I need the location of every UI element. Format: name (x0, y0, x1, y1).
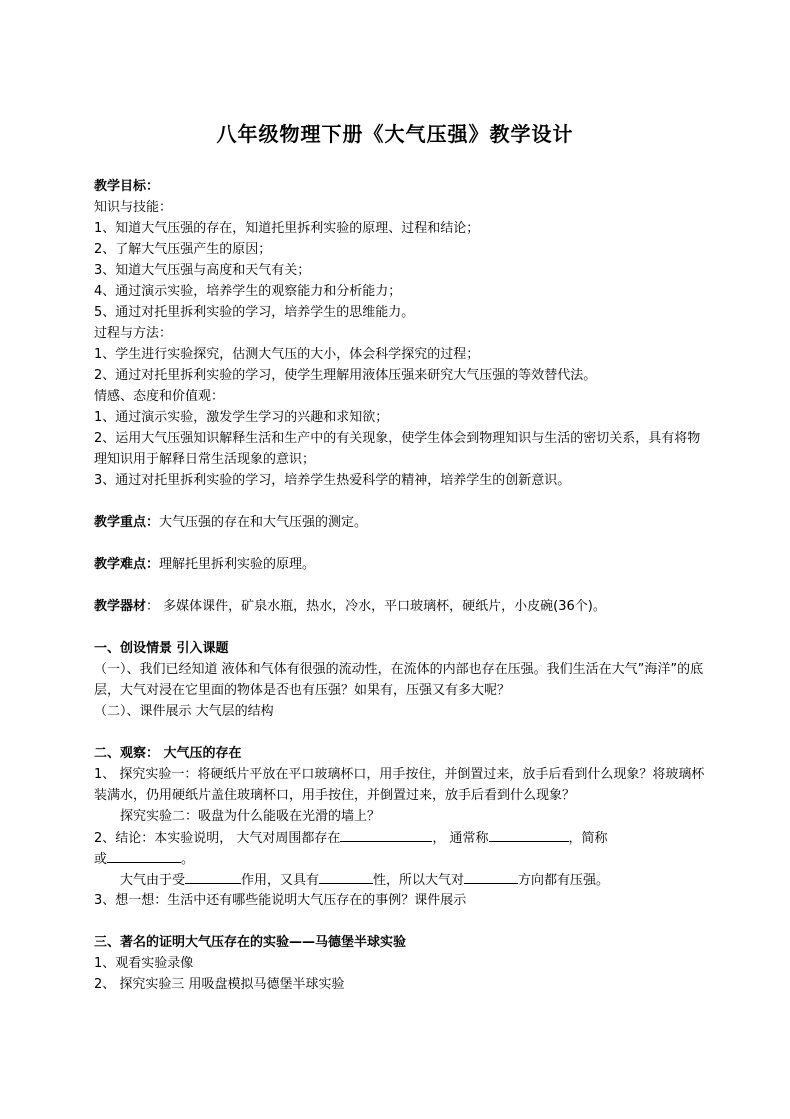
section3-item: 2、 探究实验三 用吸盘模拟马德堡半球实验 (94, 977, 345, 992)
conclusion-text: 。 (181, 852, 195, 867)
equipment-label: 教学器材 (94, 599, 147, 614)
reason-text: 方向都有压强。 (518, 873, 610, 888)
emotion-item: 1、通过演示实验，激发学生学习的兴趣和求知欲； (94, 410, 389, 425)
spacer (94, 491, 706, 512)
experiment-two: 探究实验二：吸盘为什么能吸在光滑的墙上？ (120, 809, 381, 824)
document-title: 八年级物理下册《大气压强》教学设计 (216, 122, 574, 146)
emotion-item: 2、运用大气压强知识解释生活和生产中的有关现象，使学生体会到物理知识与生活的密切关系，具有将物理知识用于解释日常生活现象的意识； (94, 431, 701, 467)
emotion-heading: 情感、态度和价值观： (94, 389, 225, 404)
fill-blank[interactable] (319, 869, 373, 884)
difficulty (94, 554, 706, 575)
reason-text: 大气由于受 (120, 873, 186, 888)
conclusion-text: ，简称 (568, 831, 608, 846)
spacer (94, 722, 706, 743)
equipment-text: ： 多媒体课件，矿泉水瓶，热水，冷水，平口玻璃杯，硬纸片，小皮碗(36个)。 (146, 599, 606, 614)
difficulty-text: 理解托里拆利实验的原理。 (159, 557, 316, 572)
process-item: 2、通过对托里拆利实验的学习，使学生理解用液体压强来研究大气压强的等效替代法。 (94, 368, 597, 383)
spacer (94, 575, 706, 596)
section1-heading: 一、创设情景 引入课题 (94, 641, 229, 656)
conclusion-line (94, 827, 706, 848)
section3-item: 1、观看实验录像 (94, 956, 194, 971)
difficulty-label: 教学难点： (94, 557, 160, 572)
knowledge-heading: 知识与技能： (94, 200, 173, 215)
objectives-heading: 教学目标： (94, 179, 160, 194)
spacer (94, 533, 706, 554)
think-item: 3、想一想：生活中还有哪些能说明大气压存在的事例？课件展示 (94, 893, 467, 908)
equipment (94, 596, 706, 617)
fill-blank[interactable] (464, 869, 518, 884)
key-point (94, 512, 706, 533)
section1-para: （二）、课件展示 大气层的结构 (94, 704, 274, 719)
section1-para: （一）、我们已经知道 液体和气体有很强的流动性，在流体的内部也存在压强。我们生活在大气”海洋”的底层，大气对浸在它里面的物体是否也有压强？如果有，压强又有多大呢？ (94, 662, 704, 698)
key-point-text: 大气压强的存在和大气压强的测定。 (159, 515, 368, 530)
fill-blank[interactable] (340, 827, 432, 842)
conclusion-text: ， 通常称 (432, 831, 489, 846)
key-point-label: 教学重点： (94, 515, 160, 530)
knowledge-item: 4、通过演示实验，培养学生的观察能力和分析能力； (94, 284, 402, 299)
knowledge-item: 5、通过对托里拆利实验的学习，培养学生的思维能力。 (94, 305, 415, 320)
knowledge-item: 3、知道大气压强与高度和天气有关； (94, 263, 311, 278)
spacer (94, 617, 706, 638)
section2-heading: 二、观察： 大气压的存在 (94, 746, 242, 761)
fill-blank[interactable] (489, 827, 569, 842)
fill-blank[interactable] (107, 848, 181, 863)
conclusion-text: 2、结论：本实验说明， 大气对周围都存在 (94, 831, 341, 846)
reason-text: 作用，又具有 (241, 873, 320, 888)
experiment-one: 1、 探究实验一：将硬纸片平放在平口玻璃杯口，用手按住，并倒置过来，放手后看到什么现象？将玻璃杯装满水，仍用硬纸片盖住玻璃杯口，用手按住，并倒置过来，放手后看到什么现象？ (94, 767, 705, 803)
knowledge-item: 2、了解大气压强产生的原因； (94, 242, 272, 257)
fill-blank[interactable] (185, 869, 241, 884)
reason-line (94, 869, 706, 890)
knowledge-item: 1、知道大气压强的存在，知道托里拆利实验的原理、过程和结论； (94, 221, 480, 236)
conclusion-line (94, 848, 706, 869)
reason-text: 性，所以大气对 (373, 873, 465, 888)
spacer (94, 911, 706, 932)
document-body (94, 176, 706, 995)
process-item: 1、学生进行实验探究，估测大气压的大小，体会科学探究的过程； (94, 347, 480, 362)
conclusion-text: 或 (94, 852, 108, 867)
process-heading: 过程与方法： (94, 326, 173, 341)
emotion-item: 3、通过对托里拆利实验的学习，培养学生热爱科学的精神，培养学生的创新意识。 (94, 473, 571, 488)
section3-heading: 三、著名的证明大气压存在的实验——马德堡半球实验 (94, 935, 407, 950)
